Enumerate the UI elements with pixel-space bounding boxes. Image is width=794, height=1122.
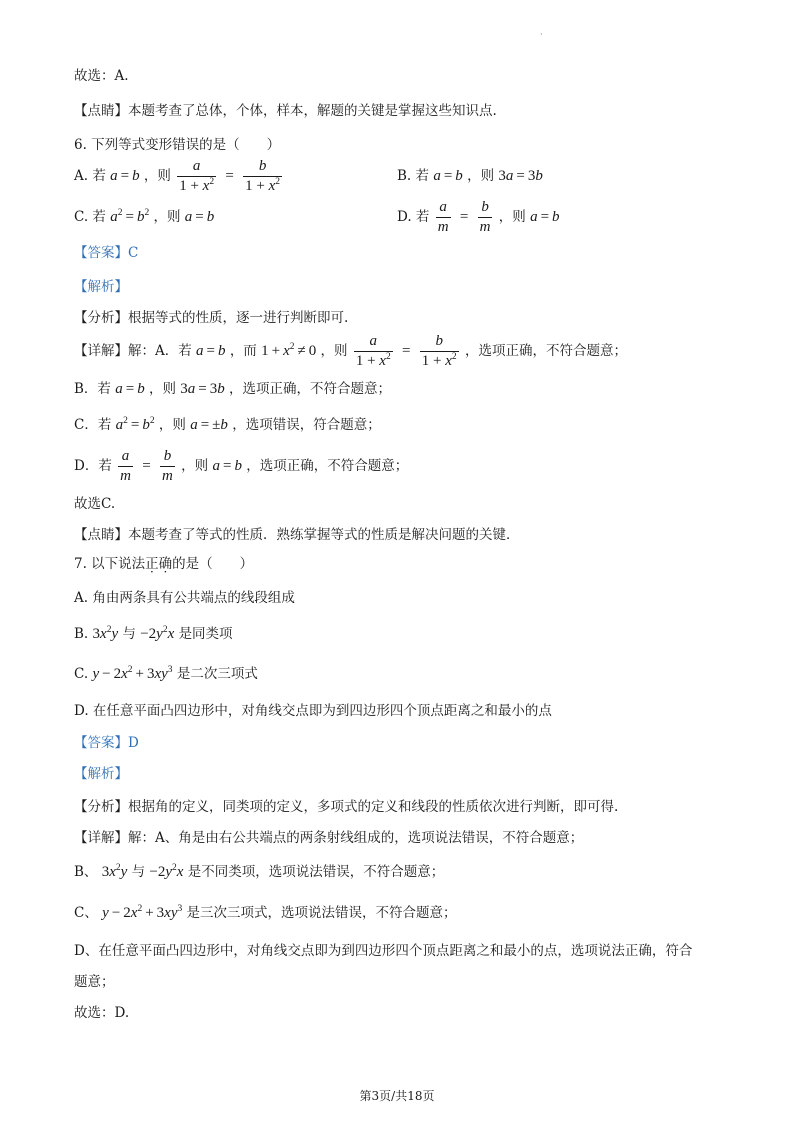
q7-option-d: D. 在任意平面凸四边形中，对角线交点即为到四边形四个顶点距离之和最小的点 xyxy=(74,703,552,719)
q7-reason-d-line2: 题意； xyxy=(74,974,115,990)
q6-dianjing: 【点睛】本题考查了等式的性质．熟练掌握等式的性质是解决问题的关键． xyxy=(74,527,520,543)
q7-reason-c: C、 $y - 2x^2 + 3xy^3$ 是三次三项式，选项说法错误，不符合题意； xyxy=(74,904,457,921)
q7-xiangjie-a: 【详解】解：A、角是由右公共端点的两条射线组成的，选项说法错误，不符合题意； xyxy=(74,830,584,846)
q7-option-a: A. 角由两条具有公共端点的线段组成 xyxy=(74,590,295,606)
q7-option-c: C. $y - 2x^2 + 3xy^3$ 是二次三项式 xyxy=(74,665,258,682)
q6-reason-c: C．若 $a^2 = b^2$ ，则 a = ±b ，选项错误，符合题意； xyxy=(74,416,381,433)
q6-conclusion: 故选C. xyxy=(74,496,116,512)
q7-fenxi: 【分析】根据角的定义，同类项的定义，多项式的定义和线段的性质依次进行判断，即可得. xyxy=(74,799,619,815)
q7-stem: 7. 以下说法正确的是（ ） xyxy=(74,556,254,572)
q6-xiangjie-a: 【详解】解：A．若 a = b ，而 $1 + x^2 \ne 0$ ，则 $\frac{a}{1 + x^2}$ = $\frac{b}{1 + x^2}$ ，选项正确，不符合题意； xyxy=(74,333,627,369)
q7-answer: 【答案】D xyxy=(74,735,139,751)
q6-option-c: C. 若 $a^2 = b^2$ ，则 a = b xyxy=(74,208,215,225)
q6-jiexi-label: 【解析】 xyxy=(74,279,128,295)
q7-reason-d-line1: D、在任意平面凸四边形中，对角线交点即为到四边形四个顶点距离之和最小的点，选项说法正确，符合 xyxy=(74,943,693,959)
q6-stem: 6. 下列等式变形错误的是（ ） xyxy=(74,137,281,153)
q6-reason-b: B．若 a = b ，则 3a = 3b ，选项正确，不符合题意； xyxy=(74,381,392,397)
corner-mark: · xyxy=(540,30,543,39)
q6-fenxi: 【分析】根据等式的性质，逐一进行判断即可. xyxy=(74,310,349,326)
prev-conclusion: 故选：A. xyxy=(74,68,129,84)
q6-option-b: B. 若 a = b ，则 3a = 3b xyxy=(397,168,543,184)
q7-conclusion: 故选：D. xyxy=(74,1005,130,1021)
q6-answer: 【答案】C xyxy=(74,245,139,261)
q7-jiexi-label: 【解析】 xyxy=(74,766,128,782)
prev-dianjing: 【点睛】本题考查了总体，个体，样本，解题的关键是掌握这些知识点. xyxy=(74,103,497,119)
q6-reason-d: D．若 $\frac{a}{m}$ = $\frac{b}{m}$ ，则 a = b ，选项正确，不符合题意； xyxy=(74,448,409,484)
q6-option-a: A. 若 a = b ，则 $\frac{a}{1 + x^2}$ = $\frac{b}{1 + x^2}$ xyxy=(74,158,281,194)
q6-option-d: D. 若 $\frac{a}{m}$ = $\frac{b}{m}$ ，则 a = b xyxy=(397,199,560,235)
page-footer: 第3页/共18页 xyxy=(359,1089,435,1103)
q7-option-b: B. $3x^2y$ 与 $-2y^2x$ 是同类项 xyxy=(74,625,233,642)
q7-reason-b: B、 $3x^2y$ 与 $-2y^2x$ 是不同类项，选项说法错误，不符合题意； xyxy=(74,863,445,880)
